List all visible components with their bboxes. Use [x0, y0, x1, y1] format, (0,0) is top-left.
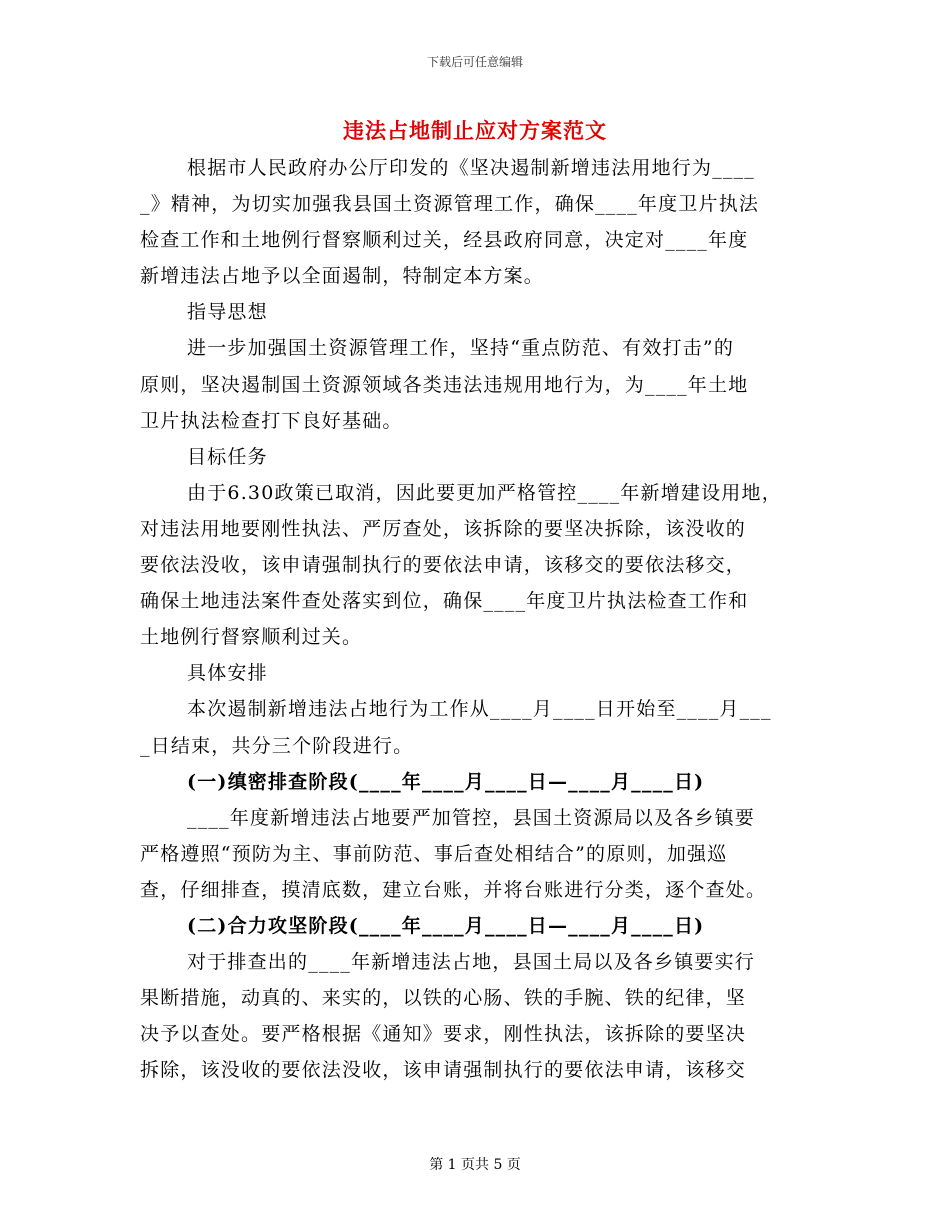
text-line: 新增违法占地予以全面遏制，特制定本方案。 — [140, 265, 545, 288]
text-line: 严格遵照“预防为主、事前防范、事后查处相结合”的原则，加强巡 — [140, 842, 728, 865]
text-line: _日结束，共分三个阶段进行。 — [140, 734, 414, 757]
text-line: 查，仔细排查，摸清底数，建立台账，并将台账进行分类，逐个查处。 — [140, 878, 767, 901]
text-line: 目标任务 — [187, 445, 268, 468]
text-line: 指导思想 — [187, 301, 268, 324]
section-heading-line: (一)缜密排查阶段(____年____月____日—____月____日) — [187, 770, 705, 793]
page-header-note: 下载后可任意编辑 — [426, 55, 523, 69]
text-line: 由于6.30政策已取消，因此要更加严格管控____年新增建设用地， — [187, 481, 782, 504]
page-number: 第 1 页共 5 页 — [429, 1157, 521, 1173]
text-line: ____年度新增违法占地要严加管控，县国土资源局以及各乡镇要 — [187, 806, 756, 829]
text-line: 要依法没收，该申请强制执行的要依法申请，该移交的要依法移交， — [140, 554, 747, 577]
document-title: 违法占地制止应对方案范文 — [343, 118, 607, 143]
text-line: 本次遏制新增违法占地行为工作从____月____日开始至____月___ — [187, 698, 772, 721]
text-line: 进一步加强国土资源管理工作，坚持“重点防范、有效打击”的 — [187, 337, 735, 360]
text-line: 检查工作和土地例行督察顺利过关，经县政府同意，决定对____年度 — [140, 229, 749, 252]
text-line: 对于排查出的____年新增违法占地，县国土局以及各乡镇要实行 — [187, 951, 756, 974]
text-line: 卫片执法检查打下良好基础。 — [140, 409, 403, 432]
text-line: 确保土地违法案件查处落实到位，确保____年度卫片执法检查工作和 — [140, 590, 749, 613]
text-line: 土地例行督察顺利过关。 — [140, 626, 363, 649]
text-line: 果断措施，动真的、来实的，以铁的心肠、铁的手腕、铁的纪律，坚 — [140, 987, 747, 1010]
document-body — [140, 150, 820, 1088]
text-line: 具体安排 — [187, 662, 268, 685]
text-line: 对违法用地要刚性执法、严厉查处，该拆除的要坚决拆除，该没收的 — [140, 517, 747, 540]
text-line: 根据市人民政府办公厅印发的《坚决遏制新增违法用地行为____ — [187, 157, 756, 179]
text-line: 决予以查处。要严格根据《通知》要求，刚性执法，该拆除的要坚决 — [140, 1023, 747, 1046]
section-heading-line: (二)合力攻坚阶段(____年____月____日—____月____日) — [187, 914, 705, 937]
text-line: 拆除，该没收的要依法没收，该申请强制执行的要依法申请，该移交 — [140, 1059, 747, 1082]
text-line: _》精神，为切实加强我县国土资源管理工作，确保____年度卫片执法 — [140, 193, 760, 216]
text-line: 原则，坚决遏制国土资源领域各类违法违规用地行为，为____年土地 — [140, 373, 749, 396]
